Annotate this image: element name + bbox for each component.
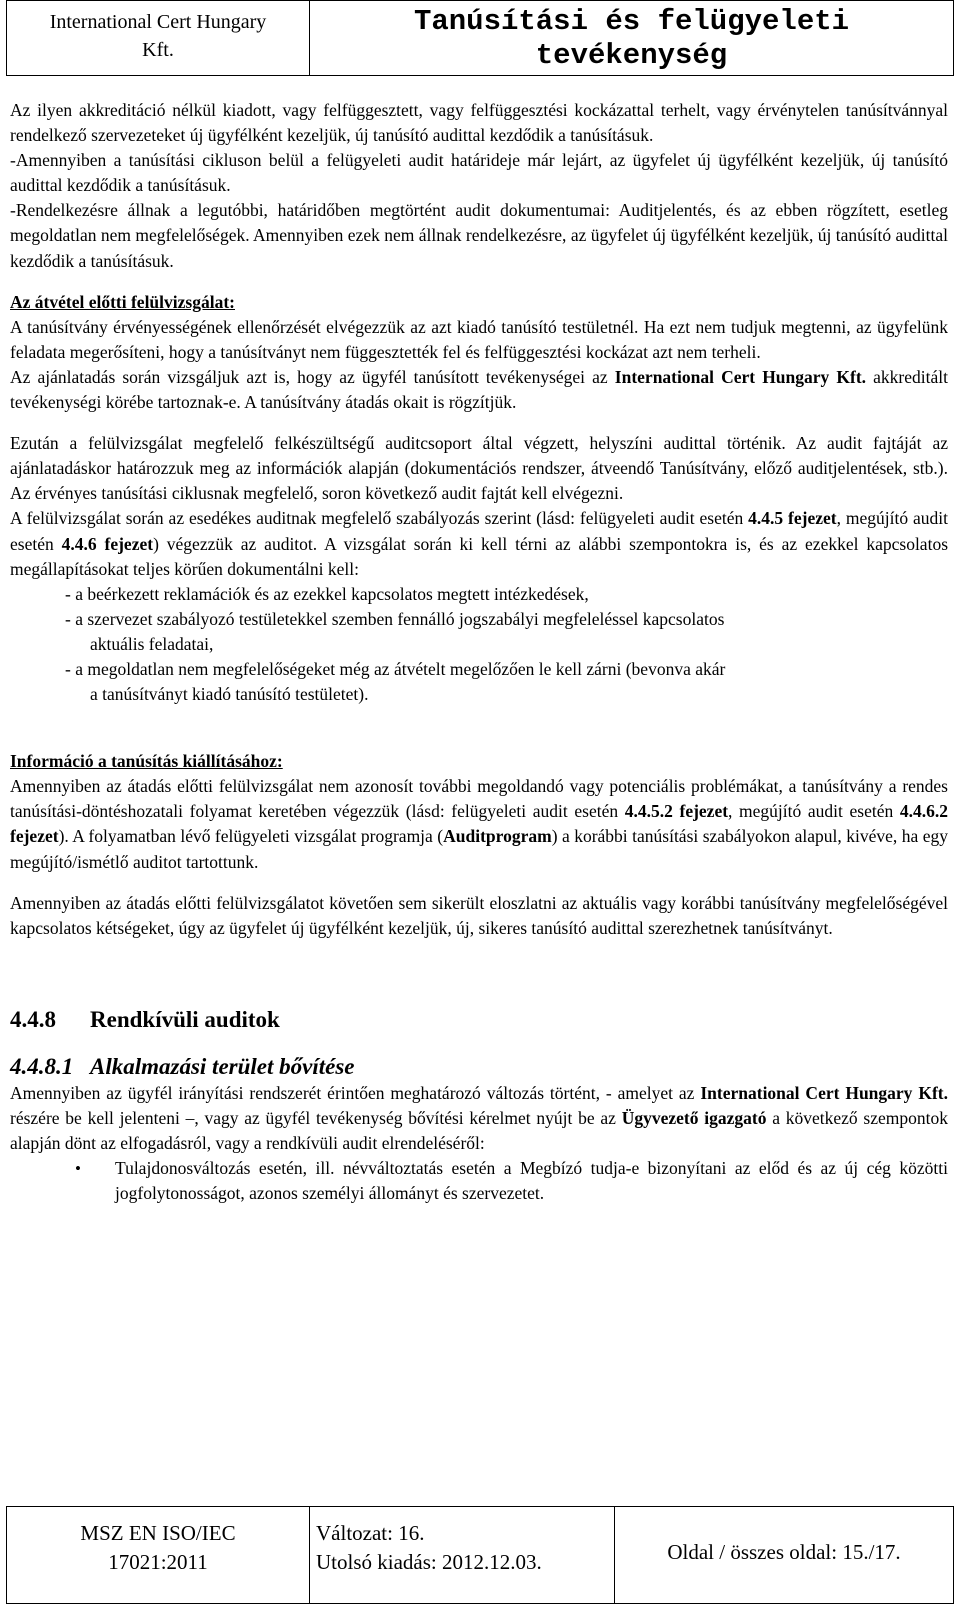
- paragraph: Ezután a felülvizsgálat megfelelő felkészültségű auditcsoport által végzett, helyszíni audittal történik. Az audit fajtáját az ajánlatadáskor határozzuk meg az információk alapján (dokumentációs rendszer, átveendő Tanúsítvány, előző auditjelentések, stb.). Az érvényes tanúsítási ciklusnak megfelelő, soron következő audit fajtát kell elvégezni.: [10, 433, 948, 504]
- section-heading: Információ a tanúsítás kiállításához:: [10, 751, 283, 772]
- section-heading: Az átvétel előtti felülvizsgálat:: [10, 291, 235, 312]
- paragraph: A tanúsítvány érvényességének ellenőrzését elvégezzük az azt kiadó tanúsító testületnél. Ha ezt nem tudjuk megtenni, az ügyfelünk feladata megerősíteni, hogy a tanúsítványt nem függesztették fel és felfüggesztési kockázat azt nem terheli.: [10, 316, 948, 362]
- standard-reference: MSZ EN ISO/IEC 17021:2011: [7, 1507, 310, 1603]
- page-number: Oldal / összes oldal: 15./17.: [667, 1540, 901, 1564]
- subchapter-heading: 4.4.8.1 Alkalmazási terület bővítése: [10, 1053, 355, 1079]
- dash-item-continuation: aktuális feladatai,: [90, 633, 214, 654]
- bullet-icon: •: [75, 1159, 81, 1179]
- bullet-item: • Tulajdonosváltozás esetén, ill. névváltoztatás esetén a Megbízó tudja-e bizonyítani az előd és az új cég közötti jogfolytonosságot, azonos személyi állományt és szervezetet.: [10, 1156, 948, 1206]
- paragraph: A felülvizsgálat során az esedékes auditnak megfelelő szabályozás szerint (lásd: felügyeleti audit esetén 4.4.5 fejezet, megújító audit esetén 4.4.6 fejezet) végezzük az auditot. A vizsgálat során ki kell térni az alábbi szempontokra is, és az ezekkel kapcsolatos megállapításokat teljes körűen dokumentálni kell:: [10, 508, 949, 579]
- paragraph: -Rendelkezésre állnak a legutóbbi, határidőben megtörtént audit dokumentumai: Auditjelentés, és az ebben rögzített, esetleg megoldatlan nem megfelelőségek. Amennyiben ezek nem állnak rendelkezésre, az ügyfelet új ügyfélként kezeljük, új tanúsító audittal kezdődik a tanúsításuk.: [10, 200, 948, 271]
- paragraph: -Amennyiben a tanúsítási cikluson belül a felügyeleti audit határideje már lejárt, az ügyfelet új ügyfélként kezeljük, új tanúsító audittal kezdődik a tanúsításuk.: [10, 150, 948, 196]
- company-name-line2: Kft.: [142, 39, 174, 61]
- dash-item: - a szervezet szabályozó testületekkel szemben fennálló jogszabályi megfeleléssel kapcsolatos: [65, 608, 725, 629]
- company-name: [7, 1, 310, 75]
- version-info: [310, 1507, 615, 1603]
- document-body: [10, 98, 948, 1206]
- paragraph: Amennyiben az ügyfél irányítási rendszerét érintően meghatározó változás történt, - amelyet az International Cert Hungary Kft. részére be kell jelenteni –, vagy az ügyfél tevékenység bővítési kérelmet nyújt be az Ügyvezető igazgató a következő szempontok alapján dönt az elfogadásról, vagy a rendkívüli audit elrendeléséről:: [10, 1082, 948, 1153]
- dash-item: - a megoldatlan nem megfelelőségeket még az átvételt megelőzően le kell zárni (bevonva akár: [65, 658, 726, 679]
- company-name-line1: International Cert Hungary: [49, 11, 267, 33]
- chapter-heading: 4.4.8 Rendkívüli auditok: [10, 1006, 280, 1032]
- dash-item-continuation: a tanúsítványt kiadó tanúsító testületet).: [90, 684, 369, 705]
- footer-table: [6, 1506, 954, 1604]
- document-title: [310, 1, 953, 75]
- paragraph: Az ilyen akkreditáció nélkül kiadott, vagy felfüggesztett, vagy felfüggesztési kockázattal terhelt, vagy érvénytelen tanúsítvánnyal rendelkező szervezeteket új ügyfélként kezeljük, új tanúsító audittal kezdődik a tanúsításuk.: [10, 100, 948, 146]
- last-issue-date: Utolsó kiadás: 2012.12.03.: [316, 1550, 542, 1574]
- dash-item: - a beérkezett reklamációk és az ezekkel kapcsolatos megtett intézkedések,: [65, 583, 589, 604]
- document-title-line2: tevékenység: [535, 39, 728, 72]
- document-title-line1: Tanúsítási és felügyeleti: [413, 5, 850, 38]
- paragraph: Az ajánlatadás során vizsgáljuk azt is, hogy az ügyfél tanúsított tevékenységei az International Cert Hungary Kft. akkreditált tevékenységi körébe tartoznak-e. A tanúsítvány átadás okait is rögzítjük.: [10, 366, 948, 413]
- paragraph: Amennyiben az átadás előtti felülvizsgálat nem azonosít további megoldandó vagy potenciális problémákat, a tanúsítvány a rendes tanúsítási-döntéshozatali folyamat keretében végezzük (lásd: felügyeleti audit esetén 4.4.5.2 fejezet, megújító audit esetén 4.4.6.2 fejezet). A folyamatban lévő felügyeleti vizsgálat programja (Auditprogram) a korábbi tanúsítási szabályokon alapul, kivéve, ha egy megújító/ismétlő auditot tartottunk.: [10, 776, 948, 872]
- paragraph: Amennyiben az átadás előtti felülvizsgálatot követően sem sikerült eloszlatni az aktuális vagy korábbi tanúsítvány megfelelőségével kapcsolatos kétségeket, úgy az ügyfelet új ügyfélként kezeljük, új, sikeres tanúsító audittal szerezhetnek tanúsítványt.: [10, 892, 948, 938]
- version-number: Változat: 16.: [316, 1521, 425, 1545]
- header-table: [6, 0, 954, 76]
